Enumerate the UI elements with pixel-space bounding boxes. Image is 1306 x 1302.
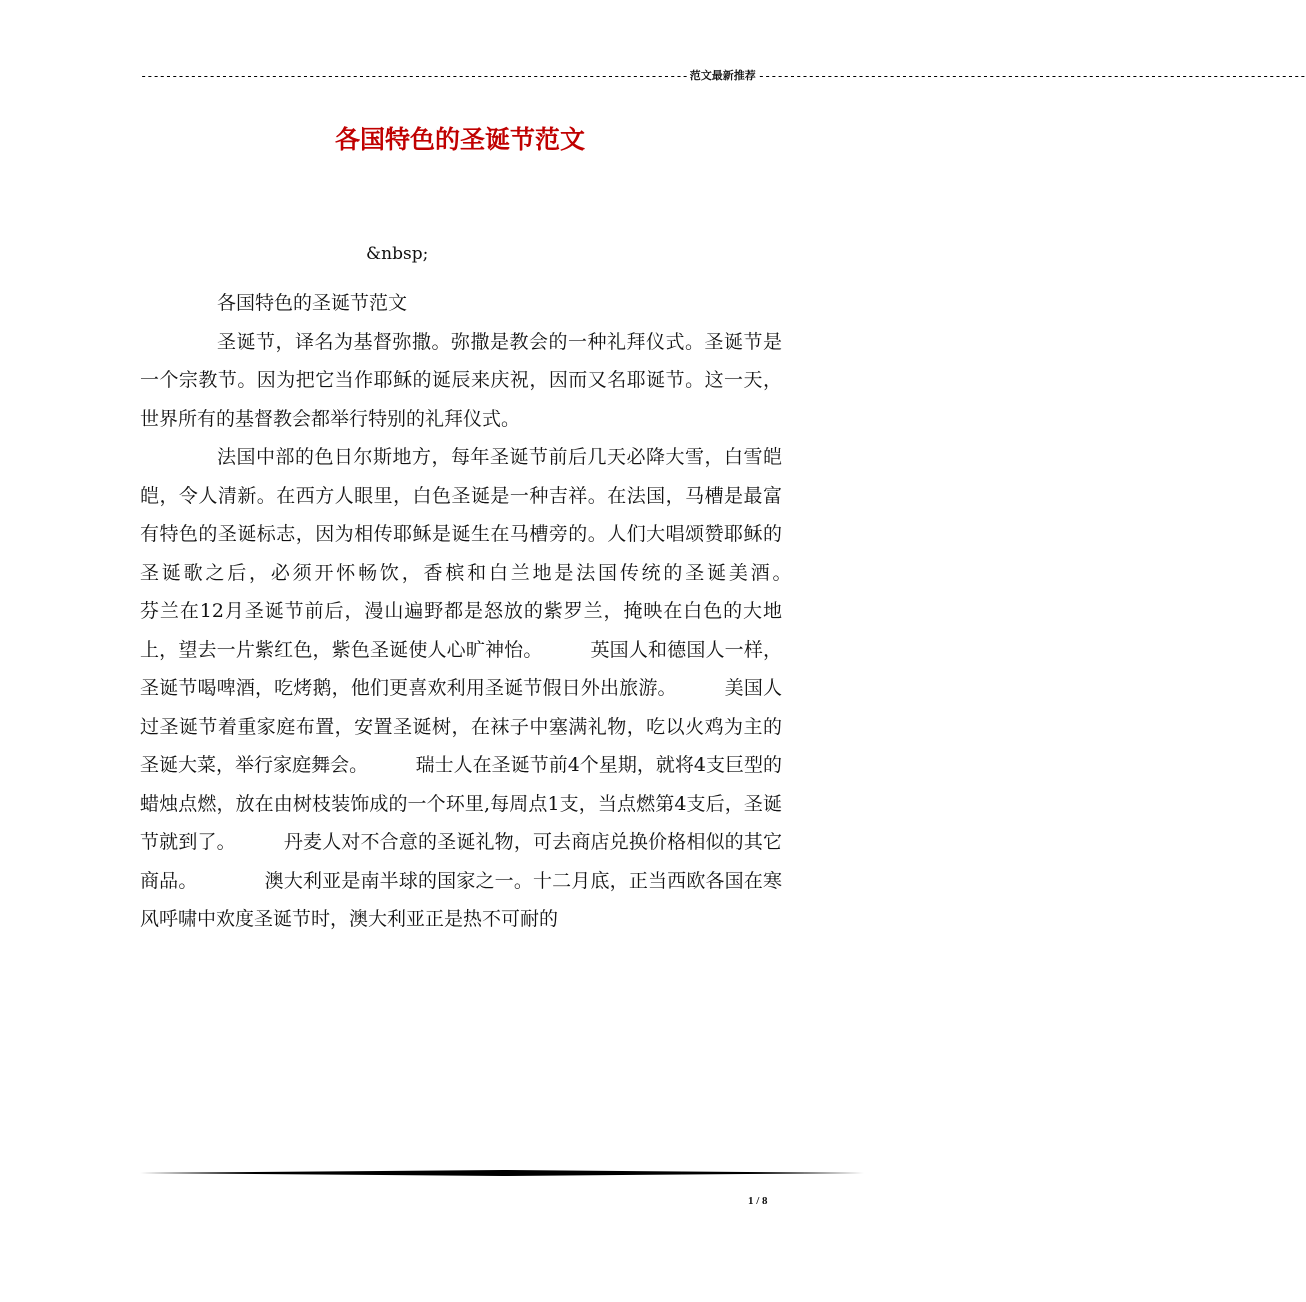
header-dashes-left: ----------------------------------------------------------------------------------------: [140, 69, 688, 83]
paragraph-1: 圣诞节，译名为基督弥撒。弥撒是教会的一种礼拜仪式。圣诞节是一个宗教节。因为把它当作耶稣的诞辰来庆祝，因而又名耶诞节。这一天，世界所有的基督教会都举行特别的礼拜仪式。: [140, 330, 782, 430]
footer-divider: [140, 1170, 864, 1176]
nbsp-text: &nbsp;: [366, 244, 429, 264]
page-header: [140, 66, 1306, 86]
header-label: 范文最新推荐: [689, 69, 756, 82]
document-title: 各国特色的圣诞节范文: [334, 125, 585, 154]
document-body: [140, 284, 859, 939]
paragraph-2: 法国中部的色日尔斯地方，每年圣诞节前后几天必降大雪，白雪皑皑，令人清新。在西方人眼里，白色圣诞是一种吉祥。在法国，马槽是最富有特色的圣诞标志，因为相传耶稣是诞生在马槽旁的。人们大唱颂赞耶稣的圣诞歌之后，必须开怀畅饮，香槟和白兰地是法国传统的圣诞美酒。 芬兰在12月圣诞节前后，漫山遍野都是怒放的紫罗兰，掩映在白色的大地上，望去一片紫红色，紫色圣诞使人心旷神怡。 英国人和德国人一样，圣诞节喝啤酒，吃烤鹅，他们更喜欢利用圣诞节假日外出旅游。 美国人过圣诞节着重家庭布置，安置圣诞树，在袜子中塞满礼物，吃以火鸡为主的圣诞大菜，举行家庭舞会。 瑞士人在圣诞节前4个星期，就将4支巨型的蜡烛点燃，放在由树枝装饰成的一个环里,每周点1支，当点燃第4支后，圣诞节就到了。 丹麦人对不合意的圣诞礼物，可去商店兑换价格相似的其它商品。 澳大利亚是南半球的国家之一。十二月底，正当西欧各国在寒风呼啸中欢度圣诞节时，澳大利亚正是热不可耐的: [140, 446, 859, 930]
page-number: 1 / 8: [748, 1195, 768, 1207]
header-dashes-right: ----------------------------------------------------------------------------------------: [757, 69, 1306, 83]
document-subtitle: 各国特色的圣诞节范文: [217, 292, 408, 314]
